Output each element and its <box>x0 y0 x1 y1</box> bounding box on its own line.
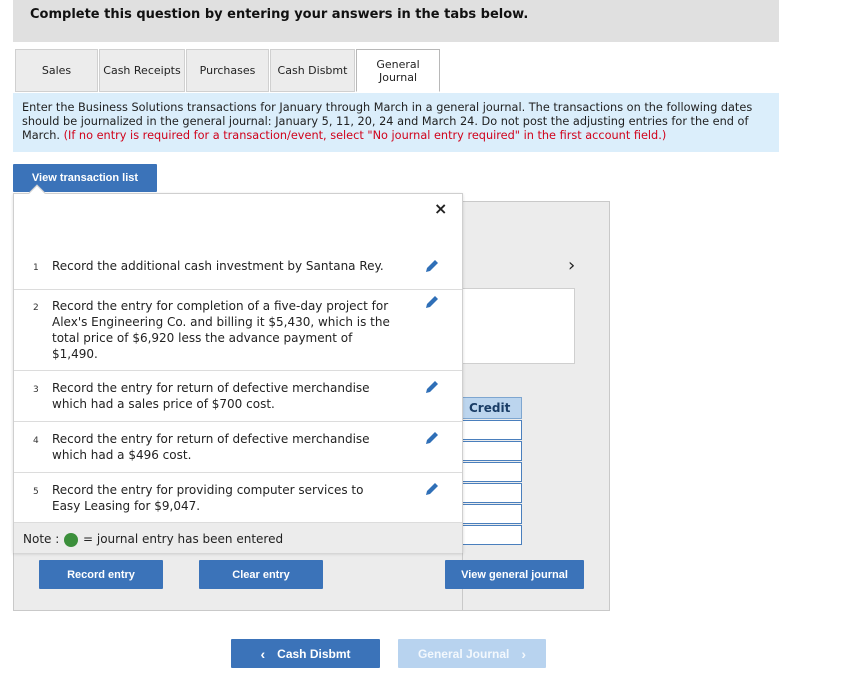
clear-entry-button[interactable]: Clear entry <box>199 560 323 589</box>
credit-input[interactable] <box>462 504 522 524</box>
question-header <box>13 0 779 42</box>
transaction-text: Record the entry for providing computer services to Easy Leasing for $9,047. <box>52 483 364 513</box>
tab-cash-disbmt[interactable]: Cash Disbmt <box>270 49 355 92</box>
transaction-number: 1 <box>33 263 39 273</box>
question-title: Complete this question by entering your answers in the tabs below. <box>30 7 529 22</box>
transaction-item[interactable] <box>14 422 462 473</box>
transaction-item[interactable] <box>14 256 462 290</box>
transaction-text: Record the additional cash investment by Santana Rey. <box>52 259 384 273</box>
instructions-note: (If no entry is required for a transaction/event, select "No journal entry required" in the first account field.) <box>63 129 667 142</box>
credit-column-header: Credit <box>462 397 522 419</box>
record-entry-button[interactable]: Record entry <box>39 560 163 589</box>
note-text: = journal entry has been entered <box>83 532 284 546</box>
chevron-right-icon: › <box>521 645 527 662</box>
credit-input[interactable] <box>462 483 522 503</box>
tab-general-journal-line1: General <box>376 57 420 71</box>
pencil-icon[interactable] <box>424 430 440 446</box>
pencil-icon[interactable] <box>424 481 440 497</box>
chevron-right-icon[interactable]: › <box>568 255 576 276</box>
view-transaction-list-button[interactable]: View transaction list <box>13 164 157 192</box>
transaction-item[interactable] <box>14 371 462 422</box>
instructions-text: Enter the Business Solutions transactions for January through March in a general journal. The transactions on the following dates should be journalized in the general journal: January 5, 11, 20, 24 and March 24. Do not post the adjusting entries for the end of March. <box>22 101 753 142</box>
credit-input[interactable] <box>462 441 522 461</box>
tab-cash-receipts[interactable]: Cash Receipts <box>99 49 185 92</box>
green-dot-icon <box>64 533 78 547</box>
transaction-list-popup <box>13 193 463 553</box>
next-tab-label: General Journal <box>417 646 510 661</box>
transaction-number: 3 <box>33 385 39 395</box>
chevron-left-icon: ‹ <box>260 645 266 662</box>
note-label: Note : <box>23 532 60 546</box>
tab-purchases[interactable]: Purchases <box>186 49 269 92</box>
transaction-item[interactable] <box>14 473 462 523</box>
journal-description-box <box>462 288 575 364</box>
answer-tabs <box>15 49 440 92</box>
transaction-number: 4 <box>33 436 39 446</box>
tab-sales[interactable]: Sales <box>15 49 98 92</box>
prev-tab-button[interactable] <box>231 639 380 668</box>
pencil-icon[interactable] <box>424 294 440 310</box>
transaction-text: Record the entry for completion of a five-day project for Alex's Engineering Co. and billing it $5,430, which is the total price of $6,920 less the advance payment of $1,490. <box>52 299 390 361</box>
pencil-icon[interactable] <box>424 379 440 395</box>
transaction-number: 2 <box>33 303 39 313</box>
pencil-icon[interactable] <box>424 258 440 274</box>
prev-tab-label: Cash Disbmt <box>277 646 351 661</box>
tab-general-journal-line2: Journal <box>378 70 418 84</box>
transaction-number: 5 <box>33 487 39 497</box>
close-icon[interactable]: × <box>434 199 448 218</box>
transaction-text: Record the entry for return of defective merchandise which had a $496 cost. <box>52 432 370 462</box>
credit-input[interactable] <box>462 462 522 482</box>
transaction-text: Record the entry for return of defective merchandise which had a sales price of $700 cost. <box>52 381 370 411</box>
credit-input[interactable] <box>462 420 522 440</box>
transaction-item[interactable] <box>14 290 462 371</box>
tab-general-journal[interactable] <box>356 49 440 92</box>
view-general-journal-button[interactable]: View general journal <box>445 560 584 589</box>
note-row <box>14 523 462 553</box>
next-tab-button <box>398 639 546 668</box>
credit-input[interactable] <box>462 525 522 545</box>
instructions-box <box>13 93 779 152</box>
